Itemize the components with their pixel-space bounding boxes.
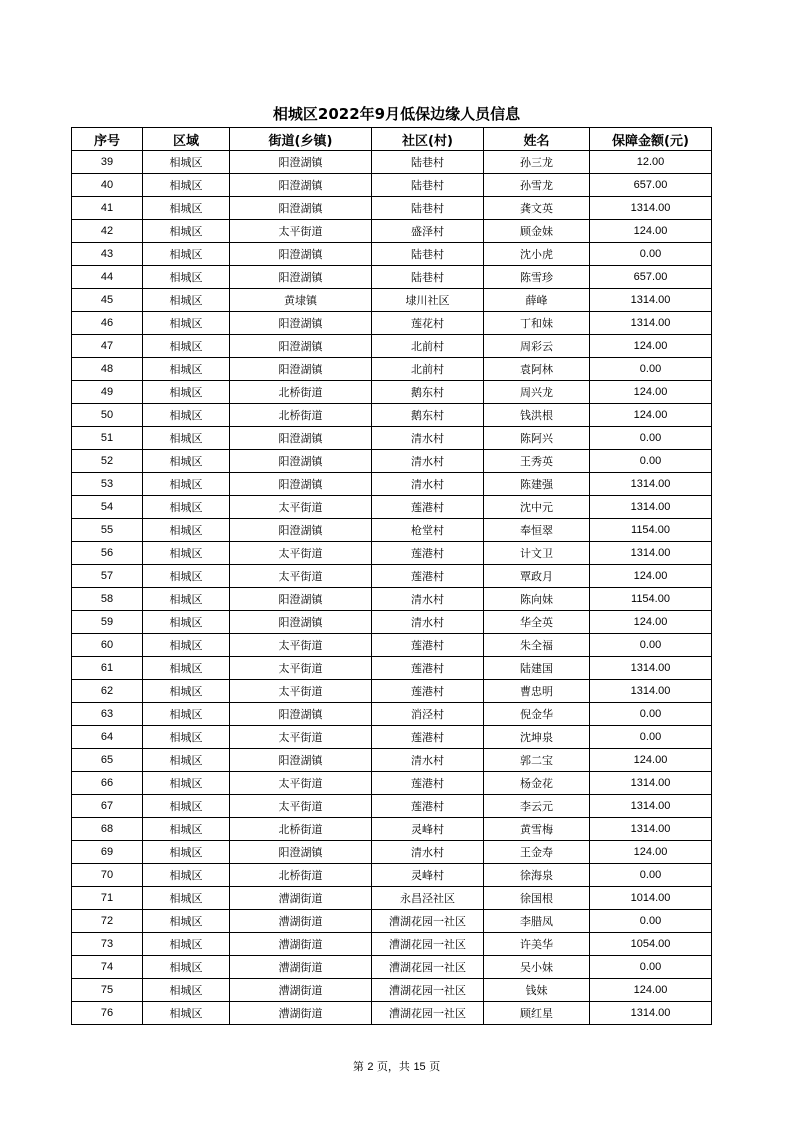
cell-district: 相城区 <box>143 335 230 358</box>
cell-street: 阳澄湖镇 <box>230 611 372 634</box>
cell-district: 相城区 <box>143 588 230 611</box>
cell-name: 黄雪梅 <box>484 818 590 841</box>
cell-index: 50 <box>72 404 143 427</box>
cell-amount: 1314.00 <box>590 496 712 519</box>
cell-index: 44 <box>72 266 143 289</box>
table-row <box>72 818 712 841</box>
cell-street: 阳澄湖镇 <box>230 243 372 266</box>
cell-district: 相城区 <box>143 151 230 174</box>
cell-community: 莲港村 <box>372 565 484 588</box>
cell-street: 黄埭镇 <box>230 289 372 312</box>
cell-name: 奉恒翠 <box>484 519 590 542</box>
cell-amount: 0.00 <box>590 864 712 887</box>
cell-community: 清水村 <box>372 450 484 473</box>
cell-district: 相城区 <box>143 289 230 312</box>
cell-community: 漕湖花园一社区 <box>372 979 484 1002</box>
cell-district: 相城区 <box>143 680 230 703</box>
cell-index: 46 <box>72 312 143 335</box>
cell-street: 阳澄湖镇 <box>230 197 372 220</box>
cell-community: 永昌泾社区 <box>372 887 484 910</box>
cell-amount: 1314.00 <box>590 818 712 841</box>
cell-district: 相城区 <box>143 979 230 1002</box>
cell-name: 陈建强 <box>484 473 590 496</box>
cell-street: 漕湖街道 <box>230 1002 372 1025</box>
cell-name: 孙雪龙 <box>484 174 590 197</box>
cell-amount: 657.00 <box>590 266 712 289</box>
cell-community: 漕湖花园一社区 <box>372 1002 484 1025</box>
cell-index: 75 <box>72 979 143 1002</box>
cell-amount: 657.00 <box>590 174 712 197</box>
cell-amount: 1314.00 <box>590 473 712 496</box>
cell-street: 太平街道 <box>230 726 372 749</box>
cell-index: 55 <box>72 519 143 542</box>
cell-district: 相城区 <box>143 611 230 634</box>
table-row <box>72 910 712 933</box>
cell-district: 相城区 <box>143 634 230 657</box>
table-row <box>72 1002 712 1025</box>
cell-community: 陆巷村 <box>372 197 484 220</box>
footer-page-number: 2 <box>367 1061 374 1073</box>
cell-name: 周彩云 <box>484 335 590 358</box>
cell-name: 孙三龙 <box>484 151 590 174</box>
cell-district: 相城区 <box>143 312 230 335</box>
cell-amount: 124.00 <box>590 565 712 588</box>
cell-street: 太平街道 <box>230 795 372 818</box>
cell-name: 钱妹 <box>484 979 590 1002</box>
cell-street: 太平街道 <box>230 220 372 243</box>
cell-street: 太平街道 <box>230 634 372 657</box>
cell-index: 58 <box>72 588 143 611</box>
cell-amount: 1314.00 <box>590 657 712 680</box>
table-row <box>72 358 712 381</box>
table-row <box>72 542 712 565</box>
cell-name: 周兴龙 <box>484 381 590 404</box>
column-header-amount: 保障金额(元) <box>590 128 712 151</box>
cell-street: 太平街道 <box>230 565 372 588</box>
cell-name: 王秀英 <box>484 450 590 473</box>
cell-index: 45 <box>72 289 143 312</box>
cell-community: 灵峰村 <box>372 818 484 841</box>
cell-street: 北桥街道 <box>230 404 372 427</box>
cell-amount: 1014.00 <box>590 887 712 910</box>
cell-street: 太平街道 <box>230 772 372 795</box>
cell-district: 相城区 <box>143 1002 230 1025</box>
cell-district: 相城区 <box>143 519 230 542</box>
cell-amount: 1054.00 <box>590 933 712 956</box>
column-header-index: 序号 <box>72 128 143 151</box>
cell-name: 倪金华 <box>484 703 590 726</box>
table-row <box>72 703 712 726</box>
cell-index: 70 <box>72 864 143 887</box>
cell-name: 李云元 <box>484 795 590 818</box>
cell-index: 73 <box>72 933 143 956</box>
cell-street: 北桥街道 <box>230 864 372 887</box>
table-row <box>72 404 712 427</box>
cell-index: 56 <box>72 542 143 565</box>
cell-district: 相城区 <box>143 542 230 565</box>
column-header-district: 区域 <box>143 128 230 151</box>
cell-district: 相城区 <box>143 749 230 772</box>
column-header-name: 姓名 <box>484 128 590 151</box>
cell-amount: 1314.00 <box>590 312 712 335</box>
cell-index: 66 <box>72 772 143 795</box>
cell-street: 北桥街道 <box>230 381 372 404</box>
cell-street: 阳澄湖镇 <box>230 450 372 473</box>
cell-name: 沈小虎 <box>484 243 590 266</box>
cell-community: 鹅东村 <box>372 381 484 404</box>
table-row <box>72 795 712 818</box>
table-header-row <box>72 128 712 151</box>
cell-community: 莲港村 <box>372 634 484 657</box>
table-row <box>72 473 712 496</box>
cell-name: 李腊凤 <box>484 910 590 933</box>
cell-name: 吴小妹 <box>484 956 590 979</box>
cell-amount: 124.00 <box>590 979 712 1002</box>
table-row <box>72 289 712 312</box>
cell-community: 清水村 <box>372 611 484 634</box>
cell-name: 沈坤泉 <box>484 726 590 749</box>
cell-street: 太平街道 <box>230 542 372 565</box>
cell-community: 漕湖花园一社区 <box>372 910 484 933</box>
cell-street: 阳澄湖镇 <box>230 588 372 611</box>
cell-index: 39 <box>72 151 143 174</box>
table-row <box>72 197 712 220</box>
cell-district: 相城区 <box>143 887 230 910</box>
cell-amount: 0.00 <box>590 634 712 657</box>
cell-community: 消泾村 <box>372 703 484 726</box>
cell-street: 漕湖街道 <box>230 910 372 933</box>
cell-name: 计文卫 <box>484 542 590 565</box>
cell-street: 阳澄湖镇 <box>230 519 372 542</box>
cell-community: 莲港村 <box>372 772 484 795</box>
cell-name: 陈雪珍 <box>484 266 590 289</box>
cell-index: 67 <box>72 795 143 818</box>
cell-street: 阳澄湖镇 <box>230 266 372 289</box>
cell-street: 阳澄湖镇 <box>230 174 372 197</box>
cell-name: 袁阿林 <box>484 358 590 381</box>
cell-index: 62 <box>72 680 143 703</box>
cell-community: 莲港村 <box>372 657 484 680</box>
cell-index: 69 <box>72 841 143 864</box>
cell-street: 阳澄湖镇 <box>230 335 372 358</box>
cell-index: 47 <box>72 335 143 358</box>
cell-index: 74 <box>72 956 143 979</box>
cell-index: 63 <box>72 703 143 726</box>
cell-amount: 124.00 <box>590 335 712 358</box>
cell-street: 阳澄湖镇 <box>230 473 372 496</box>
table-body <box>72 151 712 1025</box>
cell-amount: 1154.00 <box>590 519 712 542</box>
cell-amount: 124.00 <box>590 611 712 634</box>
cell-street: 阳澄湖镇 <box>230 841 372 864</box>
cell-district: 相城区 <box>143 266 230 289</box>
cell-district: 相城区 <box>143 358 230 381</box>
cell-name: 王金寿 <box>484 841 590 864</box>
cell-community: 陆巷村 <box>372 243 484 266</box>
cell-community: 陆巷村 <box>372 151 484 174</box>
cell-index: 48 <box>72 358 143 381</box>
cell-amount: 1314.00 <box>590 680 712 703</box>
cell-district: 相城区 <box>143 565 230 588</box>
cell-name: 龚文英 <box>484 197 590 220</box>
cell-index: 71 <box>72 887 143 910</box>
footer-prefix: 第 <box>352 1060 364 1073</box>
cell-street: 太平街道 <box>230 680 372 703</box>
cell-community: 北前村 <box>372 335 484 358</box>
cell-district: 相城区 <box>143 864 230 887</box>
cell-community: 陆巷村 <box>372 174 484 197</box>
cell-index: 41 <box>72 197 143 220</box>
cell-name: 钱洪根 <box>484 404 590 427</box>
cell-community: 清水村 <box>372 841 484 864</box>
cell-street: 阳澄湖镇 <box>230 358 372 381</box>
table-row <box>72 381 712 404</box>
cell-district: 相城区 <box>143 841 230 864</box>
cell-community: 陆巷村 <box>372 266 484 289</box>
table-row <box>72 335 712 358</box>
cell-name: 华全英 <box>484 611 590 634</box>
cell-index: 61 <box>72 657 143 680</box>
cell-name: 顾金妹 <box>484 220 590 243</box>
table-row <box>72 174 712 197</box>
cell-street: 漕湖街道 <box>230 933 372 956</box>
cell-name: 覃政月 <box>484 565 590 588</box>
cell-index: 53 <box>72 473 143 496</box>
cell-index: 40 <box>72 174 143 197</box>
cell-name: 陆建国 <box>484 657 590 680</box>
cell-community: 莲港村 <box>372 680 484 703</box>
table-row <box>72 979 712 1002</box>
cell-district: 相城区 <box>143 496 230 519</box>
cell-index: 43 <box>72 243 143 266</box>
cell-index: 57 <box>72 565 143 588</box>
cell-community: 清水村 <box>372 473 484 496</box>
table-row <box>72 220 712 243</box>
cell-street: 漕湖街道 <box>230 887 372 910</box>
table-row <box>72 680 712 703</box>
cell-amount: 124.00 <box>590 381 712 404</box>
table-row <box>72 243 712 266</box>
cell-street: 北桥街道 <box>230 818 372 841</box>
table-row <box>72 151 712 174</box>
table-row <box>72 772 712 795</box>
table-row <box>72 427 712 450</box>
cell-community: 清水村 <box>372 588 484 611</box>
cell-district: 相城区 <box>143 243 230 266</box>
table-row <box>72 266 712 289</box>
cell-amount: 12.00 <box>590 151 712 174</box>
page-title: 相城区2022年9月低保边缘人员信息 <box>272 105 521 123</box>
cell-amount: 124.00 <box>590 749 712 772</box>
table-row <box>72 611 712 634</box>
cell-name: 徐国根 <box>484 887 590 910</box>
cell-index: 64 <box>72 726 143 749</box>
cell-name: 郭二宝 <box>484 749 590 772</box>
cell-index: 76 <box>72 1002 143 1025</box>
cell-street: 阳澄湖镇 <box>230 749 372 772</box>
cell-amount: 0.00 <box>590 910 712 933</box>
cell-street: 漕湖街道 <box>230 956 372 979</box>
cell-district: 相城区 <box>143 473 230 496</box>
footer-suffix: 页 <box>429 1060 441 1073</box>
cell-amount: 1314.00 <box>590 772 712 795</box>
cell-community: 枪堂村 <box>372 519 484 542</box>
cell-index: 49 <box>72 381 143 404</box>
cell-district: 相城区 <box>143 381 230 404</box>
table-row <box>72 519 712 542</box>
cell-index: 52 <box>72 450 143 473</box>
cell-amount: 0.00 <box>590 358 712 381</box>
cell-community: 莲港村 <box>372 726 484 749</box>
cell-amount: 0.00 <box>590 450 712 473</box>
cell-district: 相城区 <box>143 726 230 749</box>
table-row <box>72 657 712 680</box>
cell-name: 杨金花 <box>484 772 590 795</box>
cell-index: 51 <box>72 427 143 450</box>
cell-district: 相城区 <box>143 174 230 197</box>
table-row <box>72 933 712 956</box>
cell-community: 清水村 <box>372 427 484 450</box>
table-row <box>72 749 712 772</box>
cell-amount: 124.00 <box>590 841 712 864</box>
cell-community: 北前村 <box>372 358 484 381</box>
cell-district: 相城区 <box>143 220 230 243</box>
cell-index: 72 <box>72 910 143 933</box>
cell-community: 莲港村 <box>372 496 484 519</box>
table-row <box>72 450 712 473</box>
table-row <box>72 588 712 611</box>
cell-district: 相城区 <box>143 197 230 220</box>
cell-index: 42 <box>72 220 143 243</box>
cell-community: 莲花村 <box>372 312 484 335</box>
cell-street: 漕湖街道 <box>230 979 372 1002</box>
cell-index: 68 <box>72 818 143 841</box>
cell-district: 相城区 <box>143 910 230 933</box>
cell-name: 徐海泉 <box>484 864 590 887</box>
cell-amount: 0.00 <box>590 427 712 450</box>
cell-community: 埭川社区 <box>372 289 484 312</box>
cell-street: 阳澄湖镇 <box>230 427 372 450</box>
table-row <box>72 864 712 887</box>
cell-community: 漕湖花园一社区 <box>372 933 484 956</box>
table-row <box>72 887 712 910</box>
cell-district: 相城区 <box>143 772 230 795</box>
cell-street: 太平街道 <box>230 496 372 519</box>
cell-name: 沈中元 <box>484 496 590 519</box>
cell-amount: 0.00 <box>590 243 712 266</box>
cell-amount: 124.00 <box>590 220 712 243</box>
cell-amount: 0.00 <box>590 956 712 979</box>
cell-amount: 1154.00 <box>590 588 712 611</box>
cell-district: 相城区 <box>143 703 230 726</box>
cell-amount: 124.00 <box>590 404 712 427</box>
table-row <box>72 841 712 864</box>
cell-community: 灵峰村 <box>372 864 484 887</box>
cell-community: 鹅东村 <box>372 404 484 427</box>
cell-street: 阳澄湖镇 <box>230 312 372 335</box>
cell-name: 朱全福 <box>484 634 590 657</box>
roster-table <box>71 127 712 1025</box>
cell-community: 清水村 <box>372 749 484 772</box>
cell-amount: 1314.00 <box>590 289 712 312</box>
table-row <box>72 565 712 588</box>
cell-amount: 0.00 <box>590 726 712 749</box>
cell-name: 顾红星 <box>484 1002 590 1025</box>
cell-district: 相城区 <box>143 404 230 427</box>
cell-amount: 1314.00 <box>590 542 712 565</box>
footer-total-pages: 15 <box>413 1061 426 1073</box>
cell-street: 阳澄湖镇 <box>230 151 372 174</box>
cell-name: 陈阿兴 <box>484 427 590 450</box>
cell-district: 相城区 <box>143 450 230 473</box>
cell-street: 太平街道 <box>230 657 372 680</box>
table-row <box>72 634 712 657</box>
cell-community: 漕湖花园一社区 <box>372 956 484 979</box>
cell-amount: 1314.00 <box>590 1002 712 1025</box>
table-row <box>72 312 712 335</box>
cell-amount: 0.00 <box>590 703 712 726</box>
cell-community: 盛泽村 <box>372 220 484 243</box>
table-row <box>72 496 712 519</box>
cell-name: 丁和妹 <box>484 312 590 335</box>
cell-amount: 1314.00 <box>590 795 712 818</box>
cell-index: 59 <box>72 611 143 634</box>
footer-middle: 页，共 <box>376 1060 410 1073</box>
cell-community: 莲港村 <box>372 795 484 818</box>
cell-street: 阳澄湖镇 <box>230 703 372 726</box>
cell-name: 陈向妹 <box>484 588 590 611</box>
cell-district: 相城区 <box>143 933 230 956</box>
cell-district: 相城区 <box>143 818 230 841</box>
table-row <box>72 726 712 749</box>
column-header-community: 社区(村) <box>372 128 484 151</box>
cell-index: 60 <box>72 634 143 657</box>
cell-index: 65 <box>72 749 143 772</box>
cell-name: 曹忠明 <box>484 680 590 703</box>
cell-name: 薛峰 <box>484 289 590 312</box>
cell-amount: 1314.00 <box>590 197 712 220</box>
table-row <box>72 956 712 979</box>
page-footer <box>0 1058 793 1074</box>
column-header-street: 街道(乡镇) <box>230 128 372 151</box>
cell-community: 莲港村 <box>372 542 484 565</box>
cell-district: 相城区 <box>143 795 230 818</box>
cell-index: 54 <box>72 496 143 519</box>
cell-district: 相城区 <box>143 427 230 450</box>
cell-district: 相城区 <box>143 956 230 979</box>
cell-district: 相城区 <box>143 657 230 680</box>
cell-name: 许美华 <box>484 933 590 956</box>
